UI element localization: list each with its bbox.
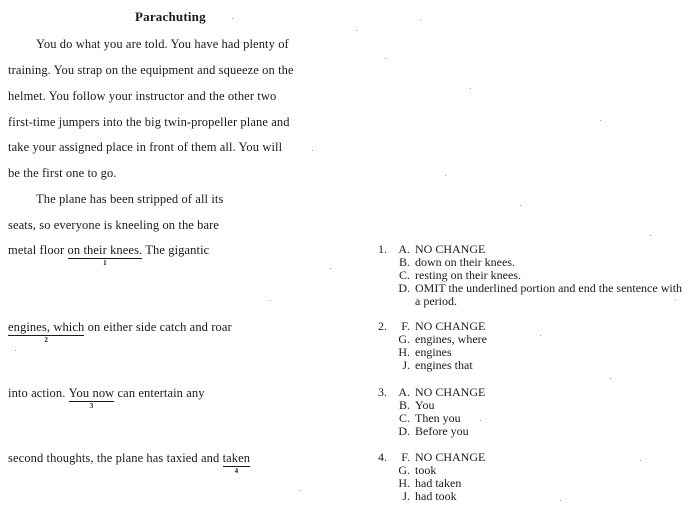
underlined-text: taken xyxy=(222,451,251,465)
option-text: You xyxy=(415,398,435,412)
passage-line: You do what you are told. You have had plenty of xyxy=(36,37,289,51)
underlined-text: engines, which xyxy=(8,320,85,334)
option-text: Before you xyxy=(415,424,469,438)
underlined-portion-4[interactable] xyxy=(222,451,251,475)
option-letter: H. xyxy=(398,476,410,490)
question-number: 1. xyxy=(378,242,387,256)
passage-line-question-2 xyxy=(8,320,232,344)
option-text: took xyxy=(415,463,437,477)
answer-option[interactable] xyxy=(368,490,690,503)
speck xyxy=(300,490,301,491)
question-number: 3. xyxy=(378,385,387,399)
underlined-portion-1[interactable] xyxy=(67,243,143,267)
option-text: engines xyxy=(415,345,452,359)
speck xyxy=(540,335,541,336)
option-letter: D. xyxy=(398,281,410,295)
option-letter: C. xyxy=(398,268,410,282)
speck xyxy=(312,150,313,151)
option-letter: G. xyxy=(398,332,410,346)
speck xyxy=(675,300,676,301)
option-letter: J. xyxy=(402,358,410,372)
option-text: resting on their knees. xyxy=(415,268,521,282)
passage-line-question-3 xyxy=(8,386,205,410)
option-text: had taken xyxy=(415,476,462,490)
question-3 xyxy=(368,386,690,438)
option-text: engines, where xyxy=(415,332,487,346)
option-text: down on their knees. xyxy=(415,255,515,269)
option-letter: F. xyxy=(401,450,410,464)
passage-text: The gigantic xyxy=(142,243,210,257)
speck xyxy=(520,205,521,206)
answer-option[interactable] xyxy=(368,282,690,308)
speck xyxy=(600,120,601,121)
underlined-portion-2[interactable] xyxy=(8,320,85,344)
option-text: NO CHANGE xyxy=(415,385,486,399)
passage-line: training. You strap on the equipment and squeeze on the xyxy=(8,63,294,77)
option-letter: F. xyxy=(401,319,410,333)
speck xyxy=(420,20,421,21)
option-text: engines that xyxy=(415,358,473,372)
passage-text: into action. xyxy=(8,386,69,400)
passage-line: The plane has been stripped of all its xyxy=(36,192,224,206)
passage-text: on either side catch and roar xyxy=(84,320,232,334)
speck xyxy=(330,268,331,269)
option-letter: D. xyxy=(398,424,410,438)
option-text: NO CHANGE xyxy=(415,319,486,333)
speck xyxy=(356,30,357,31)
passage-text: metal floor xyxy=(8,243,68,257)
speck xyxy=(445,175,446,176)
speck xyxy=(232,18,233,19)
speck xyxy=(470,88,471,89)
passage-line: be the first one to go. xyxy=(8,166,117,180)
option-text: OMIT the underlined portion and end the sentence with a period. xyxy=(415,281,683,308)
passage-line-question-1 xyxy=(8,243,210,267)
speck xyxy=(15,350,16,351)
option-letter: A. xyxy=(398,242,410,256)
underlined-text: on their knees. xyxy=(67,243,143,257)
option-letter: A. xyxy=(398,385,410,399)
option-letter: B. xyxy=(398,398,410,412)
option-letter: B. xyxy=(398,255,410,269)
option-text: NO CHANGE xyxy=(415,450,486,464)
option-letter: H. xyxy=(398,345,410,359)
question-marker-3: 3 xyxy=(89,402,94,410)
passage-line: helmet. You follow your instructor and the other two xyxy=(8,89,277,103)
question-marker-4: 4 xyxy=(234,467,239,475)
option-letter: G. xyxy=(398,463,410,477)
underlined-text: You now xyxy=(68,386,115,400)
passage-title: Parachuting xyxy=(135,9,206,24)
option-letter: J. xyxy=(402,489,410,503)
option-text: had took xyxy=(415,489,457,503)
speck xyxy=(560,500,561,501)
speck xyxy=(270,300,271,301)
question-1 xyxy=(368,243,690,308)
answer-option[interactable] xyxy=(368,425,690,438)
question-number: 4. xyxy=(378,450,387,464)
passage-line-question-4 xyxy=(8,451,251,475)
question-marker-1: 1 xyxy=(103,259,107,267)
question-4 xyxy=(368,451,690,503)
speck xyxy=(640,460,641,461)
speck xyxy=(650,235,651,236)
question-2 xyxy=(368,320,690,372)
underlined-portion-3[interactable] xyxy=(68,386,115,410)
option-letter: C. xyxy=(398,411,410,425)
speck xyxy=(385,58,386,59)
passage-line: first-time jumpers into the big twin-propeller plane and xyxy=(8,115,290,129)
option-text: Then you xyxy=(415,411,461,425)
speck xyxy=(610,378,611,379)
answer-option[interactable] xyxy=(368,359,690,372)
speck xyxy=(480,420,481,421)
passage-text: can entertain any xyxy=(114,386,205,400)
passage-line: take your assigned place in front of them all. You will xyxy=(8,140,283,154)
passage-line: seats, so everyone is kneeling on the bare xyxy=(8,218,220,232)
passage-text: second thoughts, the plane has taxied and xyxy=(8,451,223,465)
option-text: NO CHANGE xyxy=(415,242,486,256)
question-marker-2: 2 xyxy=(44,336,48,344)
question-number: 2. xyxy=(378,319,387,333)
